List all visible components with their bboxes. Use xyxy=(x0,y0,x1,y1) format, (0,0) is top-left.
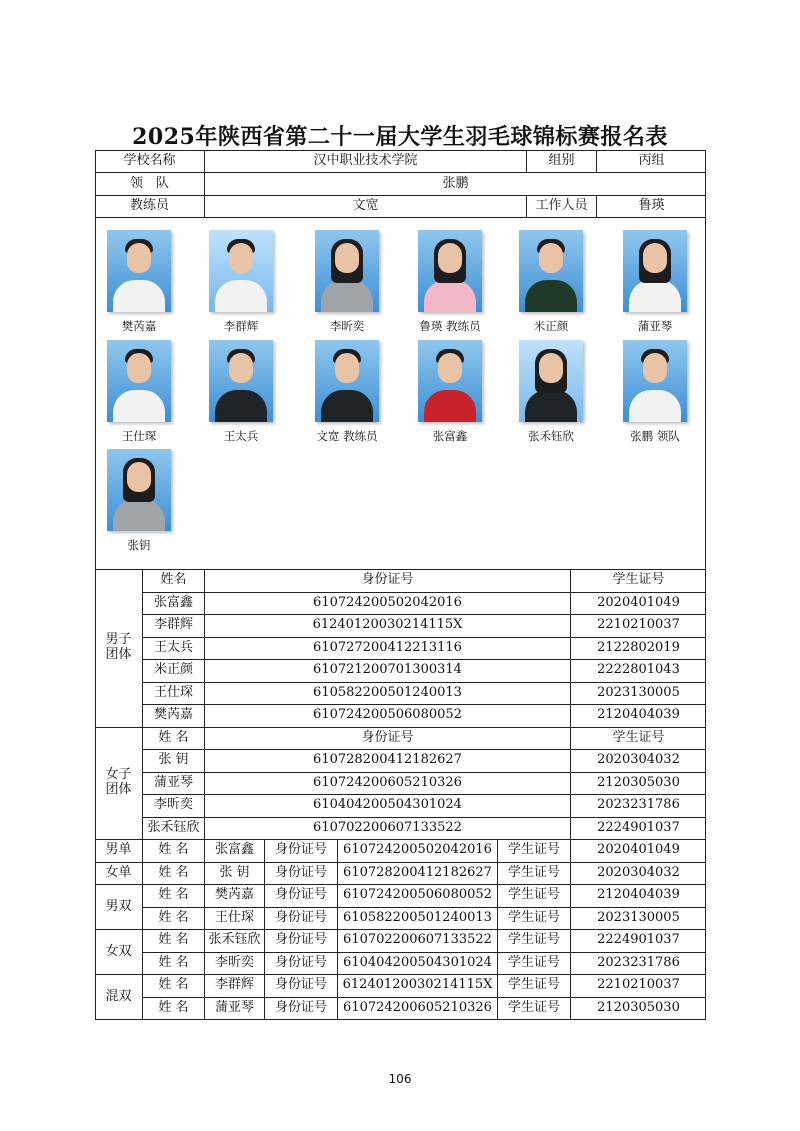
event-player-name: 张 钥 xyxy=(205,863,265,886)
photo-card xyxy=(209,230,273,334)
portrait-photo xyxy=(519,230,583,312)
photo-card xyxy=(623,340,687,444)
coach-label: 教练员 xyxy=(95,196,205,218)
photo-caption: 蒲亚琴 xyxy=(637,319,673,333)
school-label: 学校名称 xyxy=(95,150,205,173)
photo-card xyxy=(107,340,171,444)
event-player-name: 张富鑫 xyxy=(205,840,265,863)
portrait-photo xyxy=(623,340,687,422)
photo-caption: 鲁瑛 教练员 xyxy=(419,319,481,333)
portrait-photo xyxy=(418,230,482,312)
portrait-photo xyxy=(107,230,171,312)
portrait-photo xyxy=(315,230,379,312)
women-player-name: 李昕奕 xyxy=(143,795,205,818)
event-player-student-no: 2120305030 xyxy=(597,1000,680,1016)
group-label: 组别 xyxy=(527,150,597,173)
event-player-student-no: 2224901037 xyxy=(571,930,706,953)
event-id-label: 身份证号 xyxy=(265,908,338,931)
men-name-header: 姓名 xyxy=(143,570,205,593)
men-player-name: 王仕琛 xyxy=(143,683,205,706)
men-player-name: 米正颜 xyxy=(143,660,205,683)
men-player-student-no: 2222801043 xyxy=(571,660,706,683)
event-player-student-no: 2020304032 xyxy=(571,863,706,886)
men-player-id: 610582200501240013 xyxy=(205,683,571,706)
event-name-label: 姓 名 xyxy=(143,885,205,908)
event-player-name: 王仕琛 xyxy=(205,908,265,931)
women-player-name: 张 钥 xyxy=(143,750,205,773)
coach-value: 文宽 xyxy=(205,196,527,218)
event-player-name: 蒲亚琴 xyxy=(205,998,265,1021)
men-player-id: 61240120030214115X xyxy=(205,615,571,638)
women-player-student-no: 2023231786 xyxy=(571,795,706,818)
men-student-header: 学生证号 xyxy=(571,570,706,593)
photo-caption: 张鹏 领队 xyxy=(630,429,680,443)
portrait-photo xyxy=(107,449,171,531)
event-student-label: 学生证号 xyxy=(498,908,571,931)
leader-value: 张鹏 xyxy=(205,173,706,196)
women-player-student-no: 2224901037 xyxy=(571,818,706,841)
men-player-student-no: 2122802019 xyxy=(571,638,706,661)
men-team-label: 男子 团体 xyxy=(95,570,143,728)
event-name-label: 姓 名 xyxy=(143,930,205,953)
leader-label: 领 队 xyxy=(95,173,205,196)
photo-card xyxy=(519,230,583,334)
portrait-photo xyxy=(107,340,171,422)
event-name-label: 姓 名 xyxy=(143,840,205,863)
event-student-label: 学生证号 xyxy=(498,953,571,976)
photo-caption: 张富鑫 xyxy=(432,429,468,443)
men-player-id: 610724200506080052 xyxy=(205,705,571,728)
event-name-label: 姓 名 xyxy=(143,975,205,998)
women-player-id: 610728200412182627 xyxy=(205,750,571,773)
event-id-label: 身份证号 xyxy=(265,930,338,953)
event-label: 男双 xyxy=(95,885,143,930)
women-player-name: 蒲亚琴 xyxy=(143,773,205,796)
photo-card xyxy=(418,230,482,334)
portrait-photo xyxy=(209,340,273,422)
event-id-label: 身份证号 xyxy=(265,953,338,976)
event-player-id: 610724200605210326 xyxy=(338,998,498,1021)
men-id-header: 身份证号 xyxy=(205,570,571,593)
event-student-label: 学生证号 xyxy=(498,975,571,998)
photo-caption: 樊芮嘉 xyxy=(121,319,157,333)
staff-value: 鲁瑛 xyxy=(597,196,706,218)
men-player-student-no: 2023130005 xyxy=(571,683,706,706)
event-name-label: 姓 名 xyxy=(143,998,205,1021)
event-label: 男单 xyxy=(95,840,143,863)
event-player-id: 610582200501240013 xyxy=(338,908,498,931)
photo-caption: 李群辉 xyxy=(223,319,259,333)
portrait-photo xyxy=(209,230,273,312)
photo-card xyxy=(107,230,171,334)
men-player-name: 李群辉 xyxy=(143,615,205,638)
event-player-student-no: 2023130005 xyxy=(571,908,706,931)
photo-card xyxy=(315,340,379,444)
women-player-student-no: 2120305030 xyxy=(571,773,706,796)
page-number: 106 xyxy=(388,1072,412,1086)
women-student-header: 学生证号 xyxy=(571,728,706,751)
event-id-label: 身份证号 xyxy=(265,885,338,908)
event-label: 女单 xyxy=(95,863,143,886)
event-student-label: 学生证号 xyxy=(498,840,571,863)
registration-table xyxy=(95,150,706,1020)
event-player-student-no: 2210210037 xyxy=(571,975,706,998)
photo-gallery xyxy=(95,218,706,570)
event-player-student-no: 2120404039 xyxy=(571,885,706,908)
women-id-header: 身份证号 xyxy=(205,728,571,751)
photo-card xyxy=(623,230,687,334)
women-name-header: 姓 名 xyxy=(143,728,205,751)
photo-caption: 李昕奕 xyxy=(329,319,365,333)
men-player-student-no: 2020401049 xyxy=(571,593,706,616)
photo-caption: 张禾钰欣 xyxy=(528,429,574,443)
event-player-name: 樊芮嘉 xyxy=(205,885,265,908)
women-team-label: 女子 团体 xyxy=(95,728,143,841)
men-player-name: 张富鑫 xyxy=(143,593,205,616)
event-student-label: 学生证号 xyxy=(498,998,571,1021)
event-id-label: 身份证号 xyxy=(265,998,338,1021)
school-value: 汉中职业技术学院 xyxy=(205,150,527,173)
event-student-label: 学生证号 xyxy=(498,885,571,908)
men-player-id: 610724200502042016 xyxy=(205,593,571,616)
event-student-label: 学生证号 xyxy=(498,863,571,886)
women-player-id: 610702200607133522 xyxy=(205,818,571,841)
event-player-student-no: 2020401049 xyxy=(571,840,706,863)
photo-caption: 文宽 教练员 xyxy=(316,429,378,443)
photo-caption: 米正颜 xyxy=(533,319,569,333)
form-title: 2025年陕西省第二十一届大学生羽毛球锦标赛报名表 xyxy=(132,124,668,150)
event-player-student-no: 2023231786 xyxy=(571,953,706,976)
staff-label: 工作人员 xyxy=(527,196,597,218)
photo-caption: 王太兵 xyxy=(223,429,259,443)
men-player-name: 樊芮嘉 xyxy=(143,705,205,728)
event-id-label: 身份证号 xyxy=(265,975,338,998)
event-name-label: 姓 名 xyxy=(143,863,205,886)
men-player-id: 610721200701300314 xyxy=(205,660,571,683)
event-student-label: 学生证号 xyxy=(498,930,571,953)
photo-card xyxy=(315,230,379,334)
photo-card xyxy=(209,340,273,444)
event-player-id: 610404200504301024 xyxy=(338,953,498,976)
event-player-id: 61240120030214115X xyxy=(338,975,498,998)
event-player-id: 610702200607133522 xyxy=(338,930,498,953)
event-player-id: 610728200412182627 xyxy=(338,863,498,886)
men-player-name: 王太兵 xyxy=(143,638,205,661)
event-player-name: 张禾钰欣 xyxy=(205,930,265,953)
event-player-name: 李昕奕 xyxy=(205,953,265,976)
event-player-id: 610724200506080052 xyxy=(338,885,498,908)
photo-card xyxy=(107,449,171,553)
women-player-student-no: 2020304032 xyxy=(571,750,706,773)
event-label: 女双 xyxy=(95,930,143,975)
portrait-photo xyxy=(623,230,687,312)
event-player-name: 李群辉 xyxy=(205,975,265,998)
women-player-id: 610724200605210326 xyxy=(205,773,571,796)
men-player-student-no: 2210210037 xyxy=(571,615,706,638)
group-value: 丙组 xyxy=(597,150,706,173)
women-player-name: 张禾钰欣 xyxy=(143,818,205,841)
portrait-photo xyxy=(315,340,379,422)
event-id-label: 身份证号 xyxy=(265,840,338,863)
event-player-id: 610724200502042016 xyxy=(338,840,498,863)
event-id-label: 身份证号 xyxy=(265,863,338,886)
women-player-id: 610404200504301024 xyxy=(205,795,571,818)
portrait-photo xyxy=(519,340,583,422)
men-player-student-no: 2120404039 xyxy=(571,705,706,728)
event-name-label: 姓 名 xyxy=(143,908,205,931)
event-name-label: 姓 名 xyxy=(143,953,205,976)
photo-caption: 张钥 xyxy=(127,538,151,552)
event-label: 混双 xyxy=(95,975,143,1020)
photo-card xyxy=(519,340,583,444)
men-player-id: 610727200412213116 xyxy=(205,638,571,661)
portrait-photo xyxy=(418,340,482,422)
photo-caption: 王仕琛 xyxy=(121,429,157,443)
photo-card xyxy=(418,340,482,444)
